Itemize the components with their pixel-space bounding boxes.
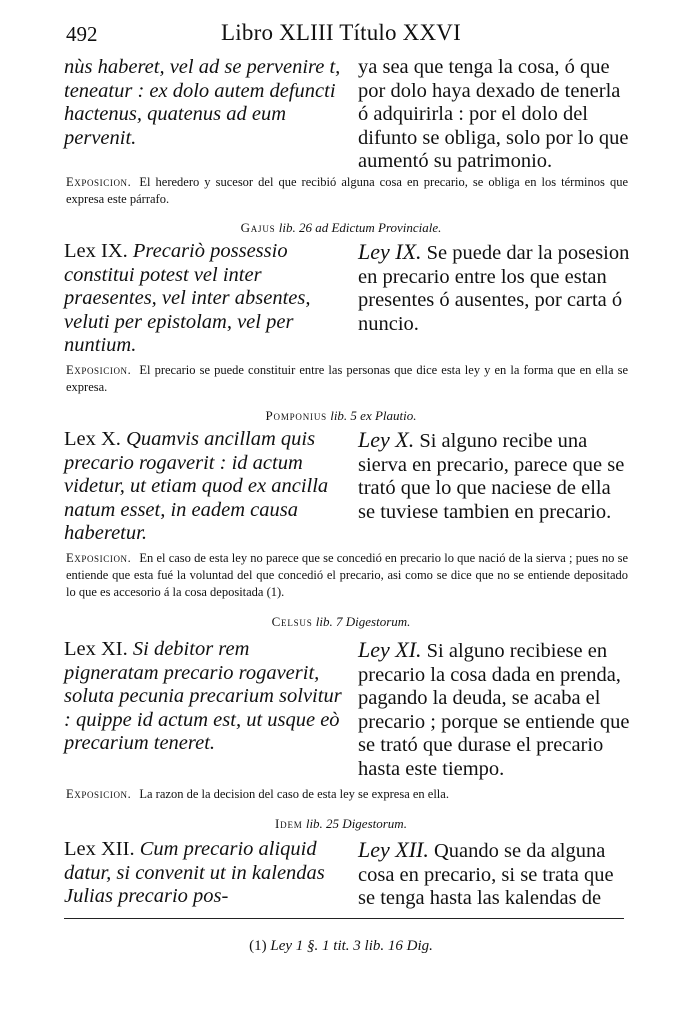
lex-11-latin	[64, 638, 342, 781]
spanish-column: ya sea que tenga la cosa, ó que por dolo haya dexado de tenerla ó adquirirla : por el dolo del difunto se obliga, solo por lo que aumentó su patrimonio.	[358, 56, 629, 172]
page-header	[0, 18, 682, 48]
source-work: lib. 5 ex Plautio.	[330, 408, 417, 423]
lex-9-block	[64, 240, 630, 358]
source-citation-2	[0, 408, 682, 424]
source-citation-1	[0, 220, 682, 236]
lex-12-spanish-head: Ley XII.	[358, 837, 429, 862]
lex-12-block	[64, 838, 630, 911]
exposicion-text: El precario se puede constituir entre las personas que dice esta ley y en la forma que en ella se expresa.	[66, 363, 628, 394]
lex-11-latin-text: Si debitor rem pigneratam precario rogaverit, soluta pecunia precarium solvitur : quippe id actum est, ut usque eò precarium teneret.	[64, 638, 342, 754]
exposicion-text: La razon de la decision del caso de esta ley se expresa en ella.	[139, 787, 449, 801]
running-title: Libro XLIII Título XXVI	[221, 20, 461, 45]
lex-9-spanish-head: Ley IX.	[358, 239, 422, 264]
exposicion-label: Exposicion.	[66, 551, 132, 565]
source-author: Celsus	[271, 614, 313, 629]
lex-12-latin-text: Cum precario aliquid datur, si convenit ut in kalendas Julias precario pos-	[64, 838, 325, 907]
source-author: Pomponius	[265, 408, 327, 423]
lex-10-block	[64, 428, 630, 546]
page-number: 492	[66, 22, 98, 46]
lex-10-latin-head: Lex X.	[64, 428, 121, 450]
lex-11-spanish	[358, 638, 630, 781]
lex-12-spanish	[358, 838, 630, 911]
footnote-rule	[64, 918, 624, 919]
lex-11-spanish-text: Si alguno recibiese en precario la cosa dada en prenda, pagando la deuda, se acaba el precario ; porque se entiende que se trató que durase el precario hasta este tiempo.	[358, 640, 630, 780]
lex-11-block	[64, 638, 630, 781]
lex-9-spanish	[358, 240, 630, 358]
source-work: lib. 25 Digestorum.	[305, 816, 407, 831]
lex-9-latin-head: Lex IX.	[64, 240, 128, 262]
lex-11-spanish-head: Ley XI.	[358, 637, 422, 662]
source-citation-4	[0, 816, 682, 832]
lex-9-spanish-text: Se puede dar la posesion en precario entre los que estan presentes ó ausentes, por carta ó nuncio.	[358, 242, 630, 335]
exposicion-3	[66, 550, 628, 601]
lex-9-latin	[64, 240, 342, 358]
footnote	[0, 938, 682, 955]
footnote-marker: (1)	[249, 938, 267, 954]
lex-10-spanish-head: Ley X.	[358, 427, 415, 452]
source-author: Gajus	[240, 220, 276, 235]
lex-10-latin	[64, 428, 342, 546]
lex-10-spanish	[358, 428, 630, 546]
lex-10-spanish-text: Si alguno recibe una sierva en precario, parece que se trató que lo que naciese de ella se tuviese tambien en precario.	[358, 430, 625, 523]
exposicion-2	[66, 362, 628, 396]
exposicion-4	[66, 786, 628, 803]
lex-12-spanish-text: Quando se da alguna cosa en precario, si se trata que se tenga hasta las kalendas de	[358, 840, 614, 909]
lex-12-latin-head: Lex XII.	[64, 838, 135, 860]
lex-11-latin-head: Lex XI.	[64, 638, 128, 660]
exposicion-label: Exposicion.	[66, 175, 132, 189]
continuation-block	[64, 56, 630, 174]
source-author: Idem	[275, 816, 303, 831]
exposicion-label: Exposicion.	[66, 787, 132, 801]
lex-12-latin	[64, 838, 342, 911]
footnote-text: Ley 1 §. 1 tit. 3 lib. 16 Dig.	[270, 938, 433, 954]
lex-9-latin-text: Precariò possessio constitui potest vel inter praesentes, vel inter absentes, veluti per epistolam, vel per nuntium.	[64, 240, 311, 356]
lex-10-latin-text: Quamvis ancillam quis precario rogaverit : id actum videtur, ut etiam quod ex ancilla natum esset, in eadem causa haberetur.	[64, 428, 329, 544]
exposicion-text: En el caso de esta ley no parece que se concedió en precario lo que nació de la sierva ; pues no se entiende que esta fué la voluntad del que concedió el precario, asi como se dice que no se entiende depositado lo que es accesorio á la cosa depositada (1).	[66, 551, 628, 599]
source-work: lib. 7 Digestorum.	[315, 614, 411, 629]
source-work: lib. 26 ad Edictum Provinciale.	[278, 220, 442, 235]
exposicion-text: El heredero y sucesor del que recibió alguna cosa en precario, se obliga en los términos que expresa este párrafo.	[66, 175, 628, 206]
exposicion-label: Exposicion.	[66, 363, 132, 377]
latin-column: nùs haberet, vel ad se pervenire t, teneatur : ex dolo autem defuncti hactenus, quatenus ad eum pervenit.	[64, 56, 341, 149]
source-citation-3	[0, 614, 682, 630]
exposicion-1	[66, 174, 628, 208]
